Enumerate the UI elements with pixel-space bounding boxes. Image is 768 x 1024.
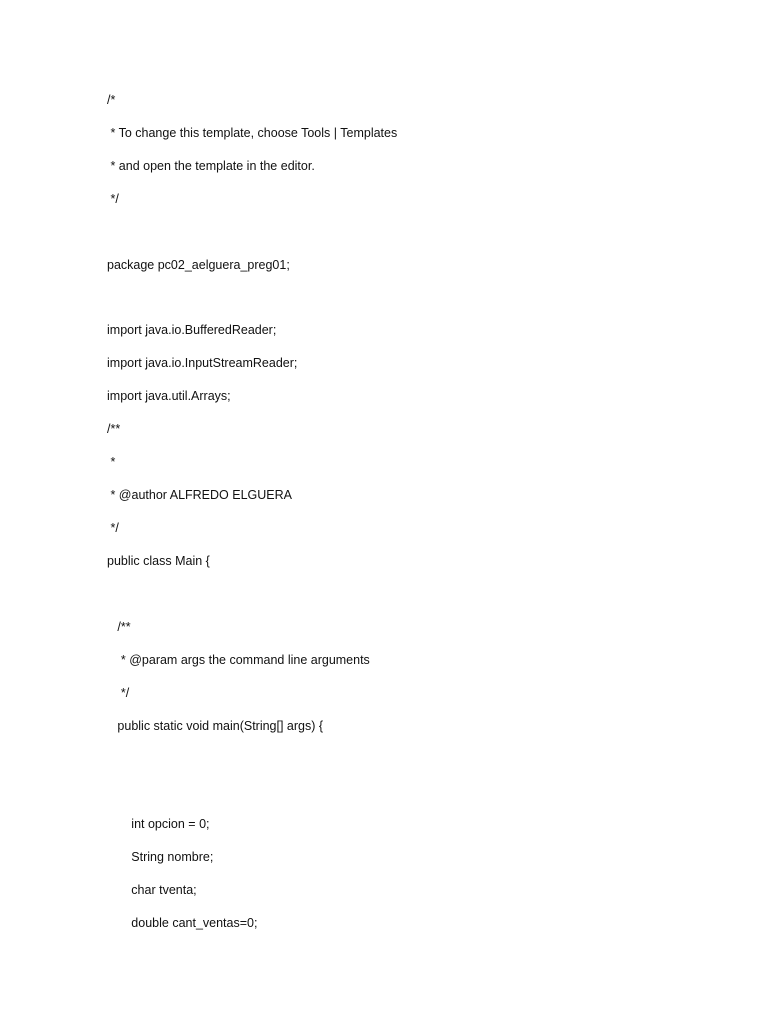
code-line: * bbox=[107, 455, 116, 469]
code-line: public static void main(String[] args) { bbox=[107, 719, 324, 733]
code-line: /** bbox=[107, 620, 131, 634]
code-line: * and open the template in the editor. bbox=[107, 159, 315, 173]
code-line: import java.util.Arrays; bbox=[107, 389, 231, 403]
code-line: import java.io.BufferedReader; bbox=[107, 323, 277, 337]
code-line: /** bbox=[107, 422, 121, 436]
code-line: * @author ALFREDO ELGUERA bbox=[107, 488, 292, 502]
code-line: String nombre; bbox=[107, 850, 214, 864]
code-line: */ bbox=[107, 686, 130, 700]
code-line: /* bbox=[107, 93, 116, 107]
code-line: public class Main { bbox=[107, 554, 210, 568]
code-line: int opcion = 0; bbox=[107, 817, 210, 831]
code-line: */ bbox=[107, 521, 119, 535]
code-line: * To change this template, choose Tools | Templates bbox=[107, 126, 398, 140]
code-line: import java.io.InputStreamReader; bbox=[107, 356, 298, 370]
code-line: package pc02_aelguera_preg01; bbox=[107, 258, 290, 272]
code-line: */ bbox=[107, 192, 119, 206]
code-line: * @param args the command line arguments bbox=[107, 653, 370, 667]
code-line: char tventa; bbox=[107, 883, 197, 897]
code-line: double cant_ventas=0; bbox=[107, 916, 258, 930]
